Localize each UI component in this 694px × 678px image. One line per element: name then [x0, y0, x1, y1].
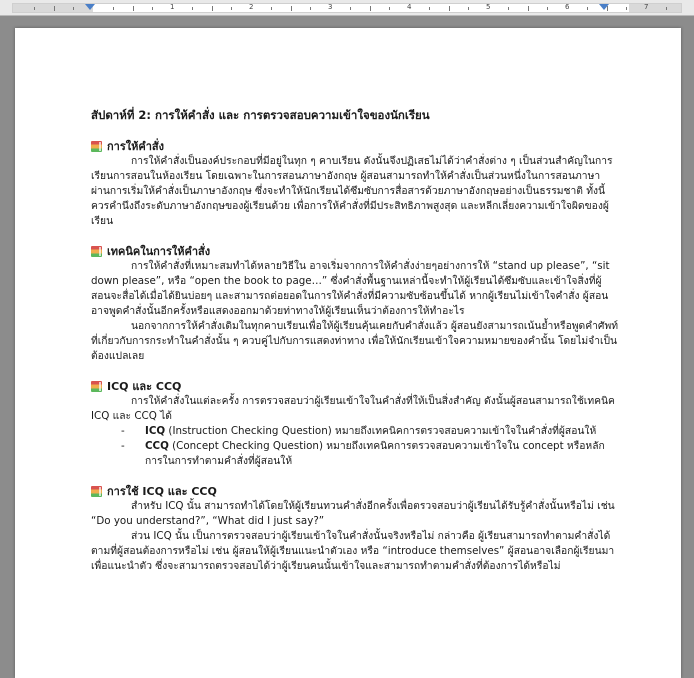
section-heading-text: การใช้ ICQ และ CCQ [107, 485, 217, 498]
paragraph: สำหรับ ICQ นั้น สามารถทำได้โดยให้ผู้เรียนทวนคำสั่งอีกครั้งเพื่อตรวจสอบว่าผู้เรียนได้รับรู้คำสั่งนั้นหรือไม่ เช่น “Do you understand?”, “What did I just say?” [91, 500, 615, 527]
ruler-number: 5 [486, 3, 491, 11]
paragraph: การให้คำสั่งที่เหมาะสมทำได้หลายวิธีใน อาจเริ่มจากการให้คำสั่งง่ายๆอย่างการให้ “stand up please”, “sit down please”, หรือ “open the book to page…” ซึ่งคำสั่งพื้นฐานเหล่านี้จะทำให้ผู้เรียนได้ซึมซับและเข้าใจสิ่งที่ผู้สอนจะสื่อได้เมื่อได้ยินบ่อยๆ และสามารถต่อยอดในการให้คำสั่งที่มีความซับซ้อนขึ้นได้ หากผู้เรียนไม่เข้าใจคำสั่ง ผู้สอนอาจพูดคำสั่งนั้นอีกครั้งหรือแสดงออกมาด้วยท่าทางให้ผู้เรียนเห็นว่าต้องการให้ทำอะไร [91, 260, 610, 317]
paragraph: การให้คำสั่งเป็นองค์ประกอบที่มีอยู่ในทุก ๆ คาบเรียน ดังนั้นจึงปฏิเสธไม่ได้ว่าคำสั่งต่าง ๆ เป็นส่วนสำคัญในการเรียนการสอนในห้องเรียน โดยเฉพาะในการสอนภาษาอังกฤษ ผู้สอนสามารถทำให้คำสั่งเป็นส่วนหนึ่งในการสอนภาษา ผ่านการเริ่มให้คำสั่งเป็นภาษาอังกฤษ ซึ่งจะทำให้นักเรียนได้ซึมซับการสื่อสารด้วยภาษาอังกฤษอย่างเป็นธรรมชาติ ทั้งนี้ควรคำนึงถึงระดับภาษาอังกฤษของผู้เรียนด้วย เพื่อการให้คำสั่งที่มีประสิทธิภาพสูงสุด และหลีกเลี่ยงความเข้าใจผิดของผู้เรียน [91, 155, 613, 227]
ruler-tick [626, 7, 627, 10]
list-item [131, 439, 621, 469]
ruler-tick [113, 7, 114, 10]
ruler-track [12, 3, 682, 13]
ruler-tick [587, 7, 588, 10]
right-indent-marker[interactable] [599, 4, 609, 10]
ruler-right-margin [629, 4, 681, 12]
ruler-tick [547, 7, 548, 10]
ruler-tick [54, 6, 55, 11]
section-heading [91, 139, 621, 154]
section-heading-text: การให้คำสั่ง [107, 140, 164, 153]
document-body[interactable] [91, 108, 621, 574]
section-heading-text: เทคนิคในการให้คำสั่ง [107, 245, 211, 258]
horizontal-ruler[interactable] [0, 0, 694, 16]
books-icon [91, 246, 102, 257]
document-title: สัปดาห์ที่ 2: การให้คำสั่ง และ การตรวจสอบความเข้าใจของนักเรียน [91, 108, 430, 122]
ruler-tick [508, 7, 509, 10]
ruler-number: 4 [407, 3, 412, 11]
ruler-tick [528, 6, 529, 11]
bullet-text: (Instruction Checking Question) หมายถึงเทคนิคการตรวจสอบความเข้าใจในคำสั่งที่ผู้สอนให้ [165, 425, 597, 437]
section-heading-text: ICQ และ CCQ [107, 380, 182, 393]
ruler-tick [370, 6, 371, 11]
books-icon [91, 381, 102, 392]
ruler-tick [468, 7, 469, 10]
ruler-tick [133, 6, 134, 11]
ruler-tick [152, 7, 153, 10]
books-icon [91, 486, 102, 497]
books-icon [91, 141, 102, 152]
ruler-tick [271, 7, 272, 10]
ruler-tick [389, 7, 390, 10]
ruler-number: 1 [170, 3, 175, 11]
bullet-term: ICQ [145, 425, 166, 437]
ruler-number: 3 [328, 3, 333, 11]
section-heading [91, 244, 621, 259]
ruler-tick [449, 6, 450, 11]
section-heading [91, 484, 621, 499]
list-item [131, 424, 621, 439]
ruler-tick [73, 7, 74, 10]
ruler-tick [231, 7, 232, 10]
ruler-tick [310, 7, 311, 10]
bullet-list [91, 424, 621, 469]
ruler-tick [429, 7, 430, 10]
first-line-indent-marker[interactable] [85, 4, 95, 10]
ruler-number: 7 [644, 3, 649, 11]
ruler-tick [291, 6, 292, 11]
ruler-tick [666, 7, 667, 10]
bullet-term: CCQ [145, 440, 169, 452]
ruler-tick [350, 7, 351, 10]
ruler-tick [192, 7, 193, 10]
ruler-tick [212, 6, 213, 11]
bullet-text: (Concept Checking Question) หมายถึงเทคนิคการตรวจสอบความเข้าใจใน concept หรือหลักการในการทำตามคำสั่งที่ผู้สอนให้ [145, 440, 605, 467]
paragraph: ส่วน ICQ นั้น เป็นการตรวจสอบว่าผู้เรียนเข้าใจในคำสั่งนั้นจริงหรือไม่ กล่าวคือ ผู้เรียนสามารถทำตามคำสั่งได้ตามที่ผู้สอนต้องการหรือไม่ เช่น ผู้สอนให้ผู้เรียนแนะนำตัวเอง หรือ “introduce themselves” ผู้สอนอาจเลือกผู้เรียนมาเพื่อแนะนำตัว ซึ่งจะสามารถตรวจสอบได้ว่าผู้เรียนคนนั้นเข้าใจและสามารถทำตามคำสั่งที่ต้องการได้หรือไม่ [91, 530, 615, 572]
document-page[interactable] [15, 28, 681, 678]
section-heading [91, 379, 621, 394]
paragraph: การให้คำสั่งในแต่ละครั้ง การตรวจสอบว่าผู้เรียนเข้าใจในคำสั่งที่ให้เป็นสิ่งสำคัญ ดังนั้นผู้สอนสามารถใช้เทคนิค ICQ และ CCQ ได้ [91, 395, 615, 422]
paragraph: นอกจากการให้คำสั่งเดิมในทุกคาบเรียนเพื่อให้ผู้เรียนคุ้นเคยกับคำสั่งแล้ว ผู้สอนยังสามารถเน้นย้ำหรือพูดคำศัพท์ที่เกี่ยวกับการกระทำในคำสั่งนั้น ๆ ควบคู่ไปกับการแสดงท่าทาง เพื่อให้นักเรียนเข้าใจความหมายของคำนั้น โดยไม่จำเป็นต้องแปลเลย [91, 320, 619, 362]
ruler-number: 2 [249, 3, 254, 11]
ruler-number: 6 [565, 3, 570, 11]
ruler-tick [34, 7, 35, 10]
